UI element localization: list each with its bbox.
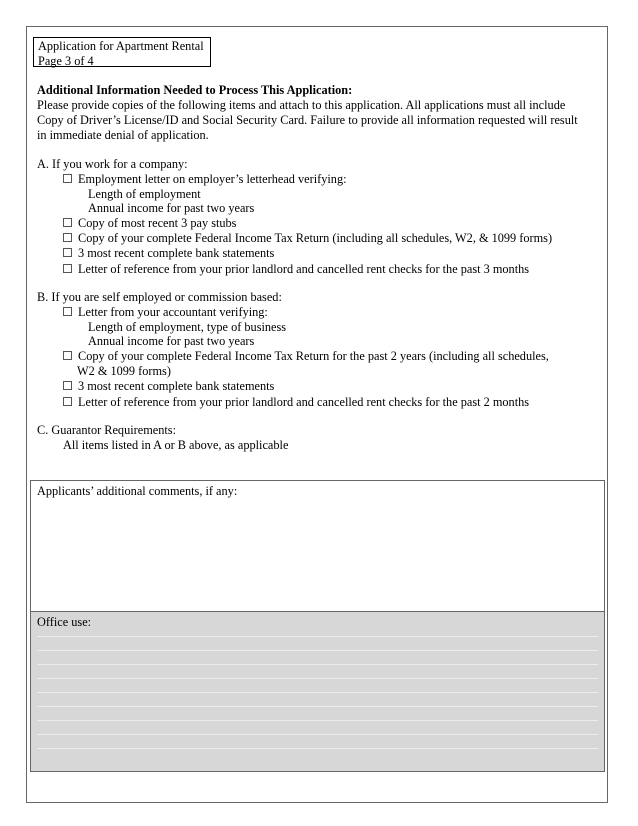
section-b-sub-1: Length of employment, type of business bbox=[88, 320, 287, 334]
checkbox[interactable] bbox=[63, 233, 72, 242]
section-a-item-2: Copy of most recent 3 pay stubs bbox=[63, 216, 236, 231]
page-header-box bbox=[33, 37, 211, 67]
intro-heading: Additional Information Needed to Process This Application: bbox=[37, 83, 353, 97]
section-a-title: A. If you work for a company: bbox=[37, 157, 188, 171]
page-number: Page 3 of 4 bbox=[38, 54, 94, 68]
office-rule bbox=[37, 678, 598, 679]
section-b-item-3: 3 most recent complete bank statements bbox=[63, 379, 274, 394]
office-rule bbox=[37, 748, 598, 749]
section-c-text: All items listed in A or B above, as applicable bbox=[63, 438, 289, 452]
section-b-sub-2: Annual income for past two years bbox=[88, 334, 255, 348]
section-a-item-5: Letter of reference from your prior landlord and cancelled rent checks for the past 3 months bbox=[63, 262, 529, 277]
office-rule bbox=[37, 720, 598, 721]
checkbox[interactable] bbox=[63, 381, 72, 390]
section-b-item-1: Letter from your accountant verifying: bbox=[63, 305, 268, 320]
checkbox[interactable] bbox=[63, 397, 72, 406]
section-a-sub-2: Annual income for past two years bbox=[88, 201, 255, 215]
form-title: Application for Apartment Rental bbox=[38, 39, 204, 53]
office-rule bbox=[37, 706, 598, 707]
checkbox[interactable] bbox=[63, 307, 72, 316]
checkbox[interactable] bbox=[63, 351, 72, 360]
section-a-item-1: Employment letter on employer’s letterhead verifying: bbox=[63, 172, 347, 187]
checkbox[interactable] bbox=[63, 174, 72, 183]
section-a-item-4: 3 most recent complete bank statements bbox=[63, 246, 274, 261]
section-c-title: C. Guarantor Requirements: bbox=[37, 423, 176, 437]
section-b-item-2-cont: W2 & 1099 forms) bbox=[77, 364, 171, 378]
section-b-item-2: Copy of your complete Federal Income Tax Return for the past 2 years (including all schedules, bbox=[63, 349, 549, 364]
office-rule bbox=[37, 664, 598, 665]
section-a-sub-1: Length of employment bbox=[88, 187, 201, 201]
office-rule bbox=[37, 692, 598, 693]
office-rule bbox=[37, 636, 598, 637]
section-a-item-3: Copy of your complete Federal Income Tax Return (including all schedules, W2, & 1099 forms) bbox=[63, 231, 552, 246]
intro-line-2: Copy of Driver’s License/ID and Social Security Card. Failure to provide all information requested will result bbox=[37, 113, 578, 127]
intro-line-1: Please provide copies of the following items and attach to this application. All applications must all include bbox=[37, 98, 566, 112]
comments-box[interactable] bbox=[30, 480, 605, 612]
comments-label: Applicants’ additional comments, if any: bbox=[37, 484, 238, 498]
office-use-box bbox=[30, 611, 605, 772]
office-use-label: Office use: bbox=[37, 615, 92, 629]
office-rule bbox=[37, 734, 598, 735]
checkbox[interactable] bbox=[63, 248, 72, 257]
checkbox[interactable] bbox=[63, 218, 72, 227]
checkbox[interactable] bbox=[63, 264, 72, 273]
intro-line-3: in immediate denial of application. bbox=[37, 128, 209, 142]
section-b-item-4: Letter of reference from your prior landlord and cancelled rent checks for the past 2 months bbox=[63, 395, 529, 410]
office-rule bbox=[37, 650, 598, 651]
section-b-title: B. If you are self employed or commission based: bbox=[37, 290, 282, 304]
